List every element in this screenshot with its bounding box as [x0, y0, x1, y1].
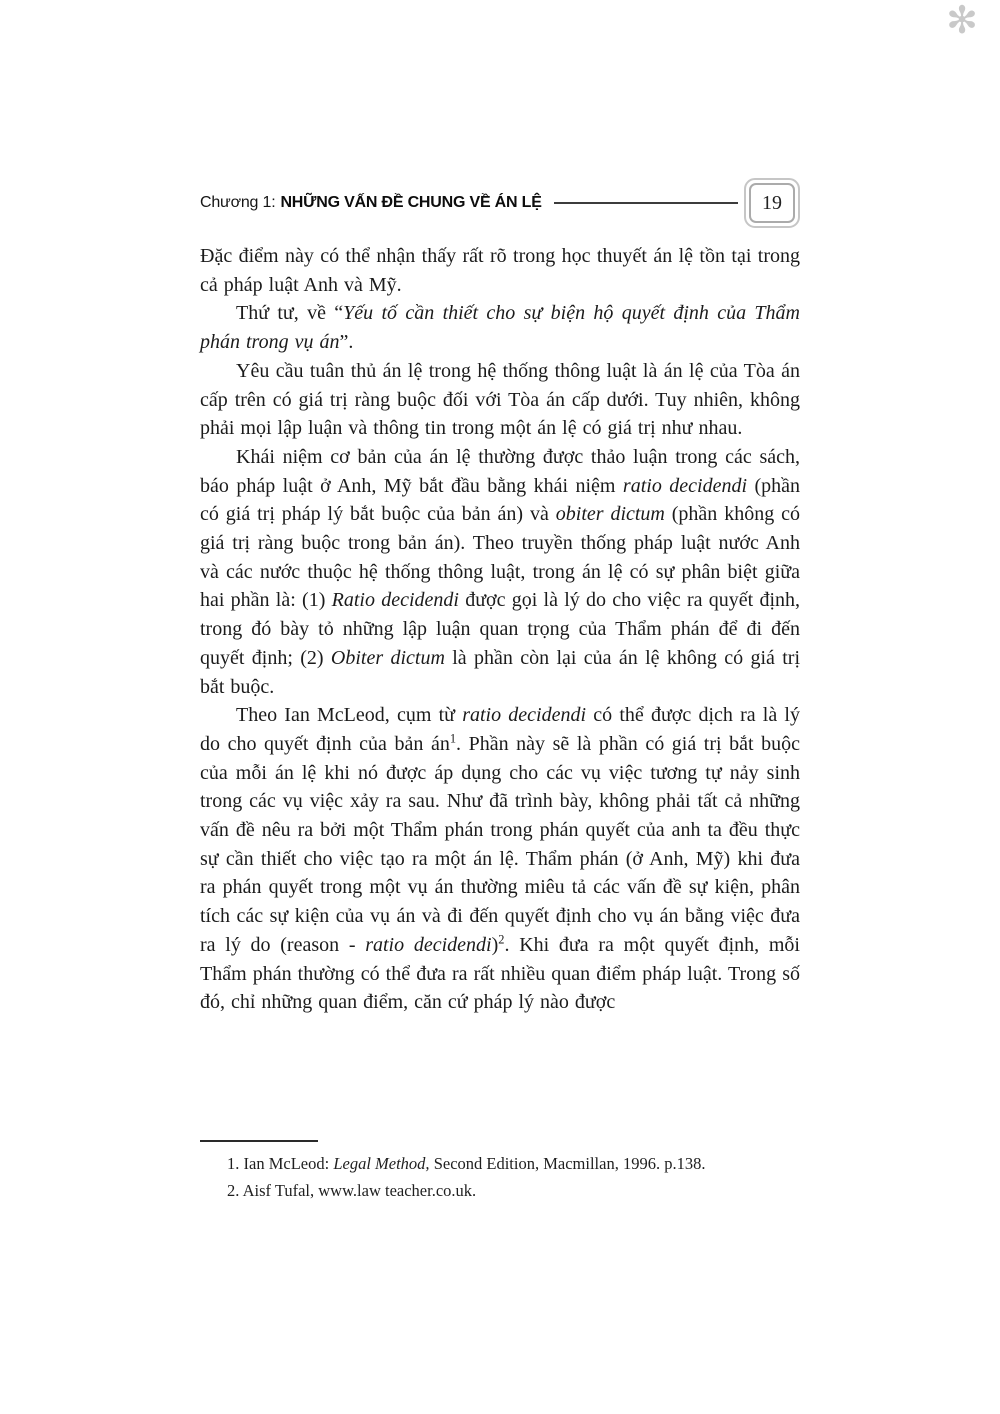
chapter-title: NHỮNG VẤN ĐỀ CHUNG VỀ ÁN LỆ — [280, 194, 542, 211]
chapter-prefix: Chương 1: — [200, 194, 276, 211]
footnote-divider — [200, 1140, 318, 1142]
paragraph-continuation: Đặc điểm này có thể nhận thấy rất rõ trong học thuyết án lệ tồn tại trong cả pháp luật Anh và Mỹ. — [200, 245, 800, 296]
flower-asterisk-icon: ✻ — [946, 0, 978, 42]
footnote-item-2: 2. Aisf Tufal, www.law teacher.co.uk. — [227, 1180, 477, 1200]
body-text — [200, 242, 800, 1017]
page-number: 19 — [762, 191, 782, 214]
footnote-item-1: 1. Ian McLeod: Legal Method, Second Edition, Macmillan, 1996. p.138. — [227, 1154, 706, 1173]
chapter-header — [200, 178, 800, 228]
footnotes — [200, 1140, 800, 1204]
paragraph-khai-niem: Khái niệm cơ bản của án lệ thường được thảo luận trong các sách, báo pháp luật ở Anh, Mỹ bắt đầu bằng khái niệm ratio decidendi (phần có giá trị pháp lý bắt buộc của bản án) và obiter dictum (phần không có giá trị ràng buộc trong bản án). Theo truyền thống pháp luật nước Anh và các nước thuộc hệ thống thông luật, trong án lệ có sự phân biệt giữa hai phần là: (1) Ratio decidendi được gọi là lý do cho việc ra quyết định, trong đó bày tỏ những lập luận quan trọng của Thẩm phán để đi đến quyết định; (2) Obiter dictum là phần còn lại của án lệ không có giá trị bắt buộc. — [200, 445, 801, 698]
paragraph-theo-ian-mcleod: Theo Ian McLeod, cụm từ ratio decidendi có thể được dịch ra là lý do cho quyết định của bản $án^1$. Phần này sẽ là phần có giá trị bắt buộc của mỗi án lệ khi nó được áp dụng cho các vụ việc tương tự nảy sinh trong các vụ việc xảy ra sau. Như đã trình bày, không phải tất cả những vấn đề nêu ra bởi một Thẩm phán trong phán quyết của anh ta đều thực sự cần thiết cho việc tạo ra một án lệ. Thẩm phán (ở Anh, Mỹ) khi đưa ra phán quyết trong một vụ án thường miêu tả các vấn đề sự kiện, phân tích các sự kiện của vụ án và đi đến quyết định cho vụ án bằng việc đưa ra lý do (reason - ratio decidendi)$^2$. Khi đưa ra một quyết định, mỗi Thẩm phán thường có thể đưa ra rất nhiều quan điểm pháp luật. Trong số đó, chỉ những quan điểm, căn cứ pháp lý nào được — [200, 704, 801, 1014]
page-number-box — [744, 178, 800, 228]
paragraph-thu-tu: Thứ tư, về “Yếu tố cần thiết cho sự biện hộ quyết định của Thẩm phán trong vụ án”. — [200, 302, 800, 354]
paragraph-yeu-cau: Yêu cầu tuân thủ án lệ trong hệ thống thông luật là án lệ của Tòa án cấp trên có giá trị ràng buộc đối với Tòa án cấp dưới. Tuy nhiên, không phải mọi lập luận và thông tin trong một án lệ có giá trị như nhau. — [200, 359, 800, 440]
header-rule — [554, 202, 738, 205]
page-number-inner-frame — [749, 183, 795, 223]
